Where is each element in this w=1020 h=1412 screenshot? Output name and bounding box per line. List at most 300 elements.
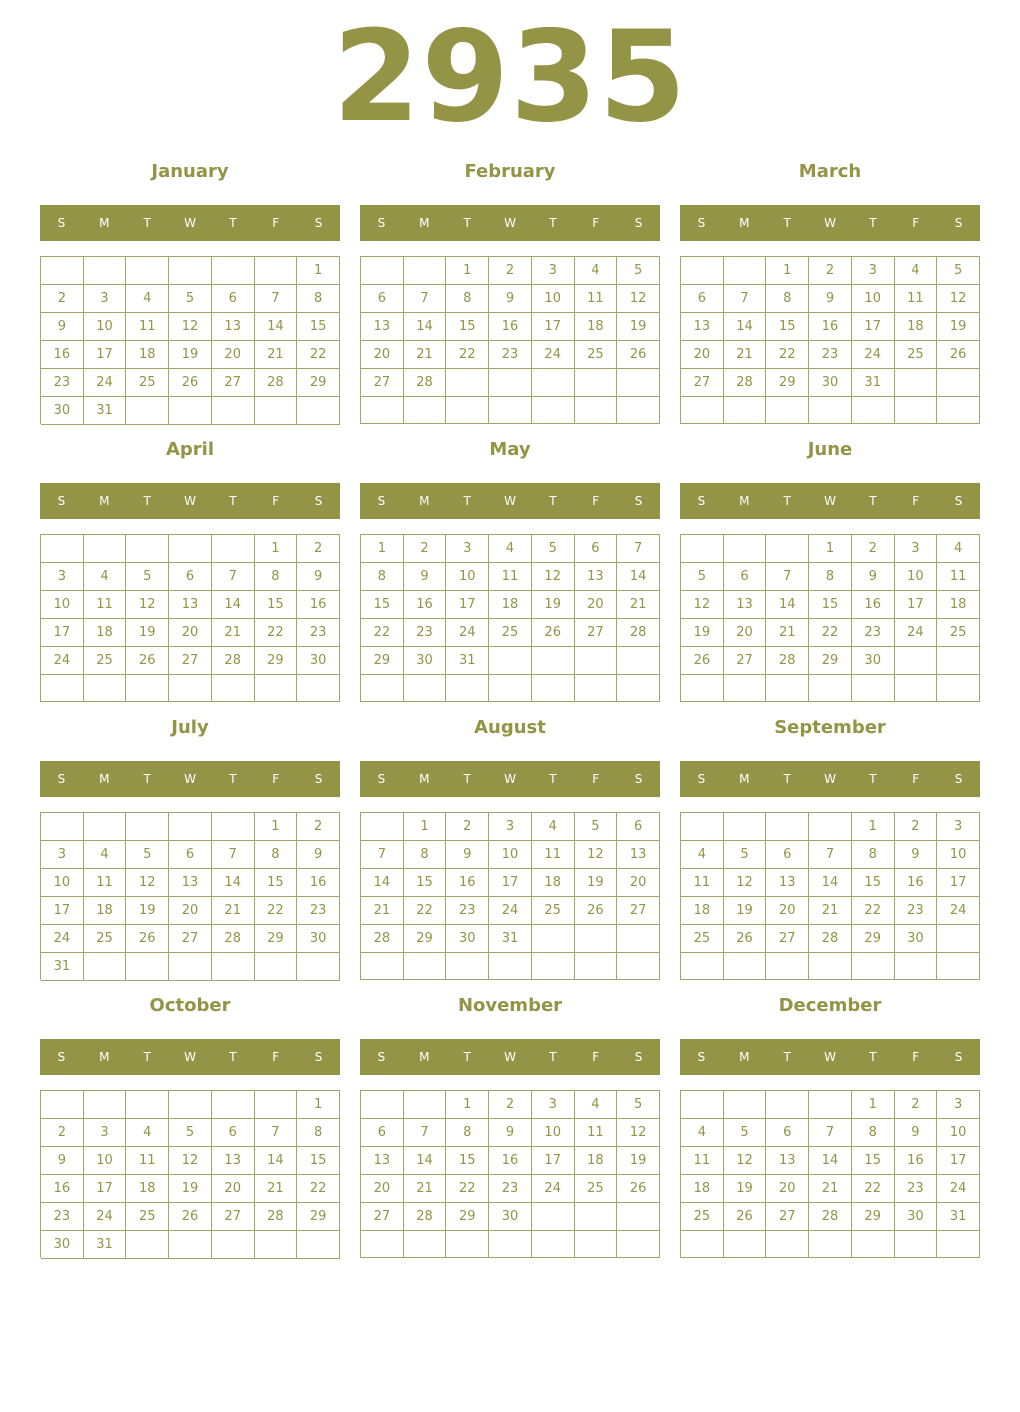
day-cell[interactable]: 16 [895,869,938,897]
day-cell[interactable]: 5 [617,1091,660,1119]
day-cell[interactable]: 19 [169,341,212,369]
day-cell[interactable]: 2 [895,813,938,841]
day-cell[interactable]: 30 [446,925,489,953]
day-cell[interactable]: 25 [84,647,127,675]
day-cell[interactable]: 9 [297,563,340,591]
day-cell[interactable]: 20 [766,897,809,925]
day-cell[interactable]: 27 [169,647,212,675]
day-cell[interactable]: 29 [297,1203,340,1231]
day-cell[interactable]: 21 [212,619,255,647]
day-cell[interactable]: 14 [404,313,447,341]
day-cell[interactable]: 25 [84,925,127,953]
day-cell[interactable]: 9 [41,1147,84,1175]
day-cell[interactable]: 17 [84,1175,127,1203]
day-cell[interactable]: 31 [937,1203,980,1231]
day-cell[interactable]: 26 [617,1175,660,1203]
day-cell[interactable]: 27 [212,1203,255,1231]
day-cell[interactable]: 5 [126,563,169,591]
day-cell[interactable]: 19 [169,1175,212,1203]
day-cell[interactable]: 25 [681,925,724,953]
day-cell[interactable]: 4 [575,257,618,285]
day-cell[interactable]: 21 [255,1175,298,1203]
day-cell[interactable]: 23 [297,619,340,647]
day-cell[interactable]: 9 [895,841,938,869]
day-cell[interactable]: 27 [361,369,404,397]
day-cell[interactable]: 8 [297,1119,340,1147]
day-cell[interactable]: 11 [126,1147,169,1175]
day-cell[interactable]: 28 [212,647,255,675]
day-cell[interactable]: 27 [766,925,809,953]
day-cell[interactable]: 24 [489,897,532,925]
day-cell[interactable]: 24 [532,341,575,369]
day-cell[interactable]: 2 [489,1091,532,1119]
day-cell[interactable]: 26 [126,925,169,953]
day-cell[interactable]: 14 [766,591,809,619]
day-cell[interactable]: 7 [404,285,447,313]
day-cell[interactable]: 5 [169,285,212,313]
day-cell[interactable]: 30 [41,1231,84,1259]
day-cell[interactable]: 24 [937,1175,980,1203]
day-cell[interactable]: 16 [297,869,340,897]
day-cell[interactable]: 17 [84,341,127,369]
day-cell[interactable]: 20 [169,619,212,647]
day-cell[interactable]: 24 [852,341,895,369]
day-cell[interactable]: 21 [766,619,809,647]
day-cell[interactable]: 14 [212,869,255,897]
day-cell[interactable]: 18 [126,1175,169,1203]
day-cell[interactable]: 13 [169,869,212,897]
day-cell[interactable]: 14 [617,563,660,591]
day-cell[interactable]: 23 [41,1203,84,1231]
day-cell[interactable]: 16 [489,313,532,341]
day-cell[interactable]: 1 [852,813,895,841]
day-cell[interactable]: 9 [41,313,84,341]
day-cell[interactable]: 26 [681,647,724,675]
day-cell[interactable]: 8 [852,841,895,869]
day-cell[interactable]: 4 [84,563,127,591]
day-cell[interactable]: 9 [404,563,447,591]
day-cell[interactable]: 22 [297,341,340,369]
day-cell[interactable]: 7 [361,841,404,869]
day-cell[interactable]: 30 [809,369,852,397]
day-cell[interactable]: 29 [766,369,809,397]
day-cell[interactable]: 24 [84,369,127,397]
day-cell[interactable]: 2 [297,535,340,563]
day-cell[interactable]: 26 [532,619,575,647]
day-cell[interactable]: 11 [575,285,618,313]
day-cell[interactable]: 19 [937,313,980,341]
day-cell[interactable]: 20 [724,619,767,647]
day-cell[interactable]: 12 [617,285,660,313]
day-cell[interactable]: 8 [297,285,340,313]
day-cell[interactable]: 3 [895,535,938,563]
day-cell[interactable]: 13 [575,563,618,591]
day-cell[interactable]: 1 [297,257,340,285]
day-cell[interactable]: 5 [532,535,575,563]
day-cell[interactable]: 1 [404,813,447,841]
day-cell[interactable]: 31 [489,925,532,953]
day-cell[interactable]: 29 [809,647,852,675]
day-cell[interactable]: 2 [489,257,532,285]
day-cell[interactable]: 25 [895,341,938,369]
day-cell[interactable]: 2 [809,257,852,285]
day-cell[interactable]: 5 [575,813,618,841]
day-cell[interactable]: 30 [895,1203,938,1231]
day-cell[interactable]: 3 [84,1119,127,1147]
day-cell[interactable]: 18 [681,897,724,925]
day-cell[interactable]: 25 [937,619,980,647]
day-cell[interactable]: 3 [41,563,84,591]
day-cell[interactable]: 26 [575,897,618,925]
day-cell[interactable]: 11 [532,841,575,869]
day-cell[interactable]: 15 [766,313,809,341]
day-cell[interactable]: 10 [41,591,84,619]
day-cell[interactable]: 10 [489,841,532,869]
day-cell[interactable]: 7 [724,285,767,313]
day-cell[interactable]: 5 [126,841,169,869]
day-cell[interactable]: 23 [895,897,938,925]
day-cell[interactable]: 29 [852,1203,895,1231]
day-cell[interactable]: 17 [532,1147,575,1175]
day-cell[interactable]: 22 [361,619,404,647]
day-cell[interactable]: 27 [724,647,767,675]
day-cell[interactable]: 1 [255,535,298,563]
day-cell[interactable]: 8 [852,1119,895,1147]
day-cell[interactable]: 3 [41,841,84,869]
day-cell[interactable]: 13 [169,591,212,619]
day-cell[interactable]: 18 [126,341,169,369]
day-cell[interactable]: 21 [255,341,298,369]
day-cell[interactable]: 11 [575,1119,618,1147]
day-cell[interactable]: 15 [255,869,298,897]
day-cell[interactable]: 30 [895,925,938,953]
day-cell[interactable]: 25 [126,1203,169,1231]
day-cell[interactable]: 28 [617,619,660,647]
day-cell[interactable]: 21 [212,897,255,925]
day-cell[interactable]: 10 [41,869,84,897]
day-cell[interactable]: 20 [212,1175,255,1203]
day-cell[interactable]: 3 [84,285,127,313]
day-cell[interactable]: 16 [297,591,340,619]
day-cell[interactable]: 28 [809,925,852,953]
day-cell[interactable]: 8 [361,563,404,591]
day-cell[interactable]: 4 [126,1119,169,1147]
day-cell[interactable]: 13 [766,1147,809,1175]
day-cell[interactable]: 10 [852,285,895,313]
day-cell[interactable]: 21 [724,341,767,369]
day-cell[interactable]: 2 [852,535,895,563]
day-cell[interactable]: 2 [297,813,340,841]
day-cell[interactable]: 23 [489,341,532,369]
day-cell[interactable]: 1 [852,1091,895,1119]
day-cell[interactable]: 1 [446,1091,489,1119]
day-cell[interactable]: 26 [126,647,169,675]
day-cell[interactable]: 30 [489,1203,532,1231]
day-cell[interactable]: 23 [809,341,852,369]
day-cell[interactable]: 17 [41,897,84,925]
day-cell[interactable]: 1 [809,535,852,563]
day-cell[interactable]: 19 [126,897,169,925]
day-cell[interactable]: 13 [766,869,809,897]
day-cell[interactable]: 12 [617,1119,660,1147]
day-cell[interactable]: 11 [681,1147,724,1175]
day-cell[interactable]: 31 [84,1231,127,1259]
day-cell[interactable]: 19 [126,619,169,647]
day-cell[interactable]: 16 [446,869,489,897]
day-cell[interactable]: 29 [404,925,447,953]
day-cell[interactable]: 6 [169,563,212,591]
day-cell[interactable]: 13 [212,1147,255,1175]
day-cell[interactable]: 20 [681,341,724,369]
day-cell[interactable]: 22 [255,619,298,647]
day-cell[interactable]: 20 [212,341,255,369]
day-cell[interactable]: 3 [937,813,980,841]
day-cell[interactable]: 17 [489,869,532,897]
day-cell[interactable]: 9 [489,285,532,313]
day-cell[interactable]: 29 [297,369,340,397]
day-cell[interactable]: 19 [724,897,767,925]
day-cell[interactable]: 14 [809,1147,852,1175]
day-cell[interactable]: 30 [404,647,447,675]
day-cell[interactable]: 12 [724,869,767,897]
day-cell[interactable]: 24 [41,647,84,675]
day-cell[interactable]: 3 [532,1091,575,1119]
day-cell[interactable]: 1 [255,813,298,841]
day-cell[interactable]: 3 [852,257,895,285]
day-cell[interactable]: 5 [617,257,660,285]
day-cell[interactable]: 5 [724,1119,767,1147]
day-cell[interactable]: 23 [297,897,340,925]
day-cell[interactable]: 15 [361,591,404,619]
day-cell[interactable]: 8 [255,841,298,869]
day-cell[interactable]: 7 [617,535,660,563]
day-cell[interactable]: 10 [937,841,980,869]
day-cell[interactable]: 24 [41,925,84,953]
day-cell[interactable]: 18 [532,869,575,897]
day-cell[interactable]: 15 [852,1147,895,1175]
day-cell[interactable]: 19 [724,1175,767,1203]
day-cell[interactable]: 17 [41,619,84,647]
day-cell[interactable]: 10 [532,285,575,313]
day-cell[interactable]: 16 [41,341,84,369]
day-cell[interactable]: 18 [895,313,938,341]
day-cell[interactable]: 7 [255,285,298,313]
day-cell[interactable]: 15 [446,313,489,341]
day-cell[interactable]: 22 [766,341,809,369]
day-cell[interactable]: 10 [84,1147,127,1175]
day-cell[interactable]: 6 [681,285,724,313]
day-cell[interactable]: 12 [681,591,724,619]
day-cell[interactable]: 11 [84,591,127,619]
day-cell[interactable]: 27 [212,369,255,397]
day-cell[interactable]: 17 [937,869,980,897]
day-cell[interactable]: 21 [361,897,404,925]
day-cell[interactable]: 9 [895,1119,938,1147]
day-cell[interactable]: 11 [84,869,127,897]
day-cell[interactable]: 22 [852,1175,895,1203]
day-cell[interactable]: 12 [126,869,169,897]
day-cell[interactable]: 4 [895,257,938,285]
day-cell[interactable]: 24 [937,897,980,925]
day-cell[interactable]: 19 [532,591,575,619]
day-cell[interactable]: 11 [489,563,532,591]
day-cell[interactable]: 31 [852,369,895,397]
day-cell[interactable]: 10 [895,563,938,591]
day-cell[interactable]: 18 [575,1147,618,1175]
day-cell[interactable]: 2 [404,535,447,563]
day-cell[interactable]: 22 [446,341,489,369]
day-cell[interactable]: 29 [255,647,298,675]
day-cell[interactable]: 30 [852,647,895,675]
day-cell[interactable]: 27 [766,1203,809,1231]
day-cell[interactable]: 4 [84,841,127,869]
day-cell[interactable]: 3 [532,257,575,285]
day-cell[interactable]: 26 [169,1203,212,1231]
day-cell[interactable]: 6 [212,1119,255,1147]
day-cell[interactable]: 30 [297,925,340,953]
day-cell[interactable]: 29 [255,925,298,953]
day-cell[interactable]: 28 [809,1203,852,1231]
day-cell[interactable]: 2 [895,1091,938,1119]
day-cell[interactable]: 6 [766,1119,809,1147]
day-cell[interactable]: 13 [681,313,724,341]
day-cell[interactable]: 16 [41,1175,84,1203]
day-cell[interactable]: 20 [575,591,618,619]
day-cell[interactable]: 18 [937,591,980,619]
day-cell[interactable]: 12 [575,841,618,869]
day-cell[interactable]: 9 [489,1119,532,1147]
day-cell[interactable]: 31 [84,397,127,425]
day-cell[interactable]: 20 [361,341,404,369]
day-cell[interactable]: 28 [255,369,298,397]
day-cell[interactable]: 15 [809,591,852,619]
day-cell[interactable]: 13 [617,841,660,869]
day-cell[interactable]: 6 [361,285,404,313]
day-cell[interactable]: 3 [937,1091,980,1119]
day-cell[interactable]: 21 [617,591,660,619]
day-cell[interactable]: 14 [255,1147,298,1175]
day-cell[interactable]: 26 [617,341,660,369]
day-cell[interactable]: 21 [809,1175,852,1203]
day-cell[interactable]: 22 [297,1175,340,1203]
day-cell[interactable]: 29 [446,1203,489,1231]
day-cell[interactable]: 4 [681,1119,724,1147]
day-cell[interactable]: 20 [169,897,212,925]
day-cell[interactable]: 25 [489,619,532,647]
day-cell[interactable]: 20 [617,869,660,897]
day-cell[interactable]: 22 [404,897,447,925]
day-cell[interactable]: 27 [617,897,660,925]
day-cell[interactable]: 29 [852,925,895,953]
day-cell[interactable]: 5 [724,841,767,869]
day-cell[interactable]: 18 [489,591,532,619]
day-cell[interactable]: 12 [169,313,212,341]
day-cell[interactable]: 29 [361,647,404,675]
day-cell[interactable]: 19 [681,619,724,647]
day-cell[interactable]: 18 [84,897,127,925]
day-cell[interactable]: 9 [297,841,340,869]
day-cell[interactable]: 13 [361,1147,404,1175]
day-cell[interactable]: 12 [169,1147,212,1175]
day-cell[interactable]: 30 [41,397,84,425]
day-cell[interactable]: 18 [84,619,127,647]
day-cell[interactable]: 10 [446,563,489,591]
day-cell[interactable]: 19 [575,869,618,897]
day-cell[interactable]: 12 [724,1147,767,1175]
day-cell[interactable]: 2 [446,813,489,841]
day-cell[interactable]: 26 [724,1203,767,1231]
day-cell[interactable]: 25 [575,341,618,369]
day-cell[interactable]: 22 [809,619,852,647]
day-cell[interactable]: 26 [937,341,980,369]
day-cell[interactable]: 28 [361,925,404,953]
day-cell[interactable]: 15 [297,313,340,341]
day-cell[interactable]: 23 [41,369,84,397]
day-cell[interactable]: 4 [489,535,532,563]
day-cell[interactable]: 11 [681,869,724,897]
day-cell[interactable]: 1 [361,535,404,563]
day-cell[interactable]: 25 [575,1175,618,1203]
day-cell[interactable]: 15 [297,1147,340,1175]
day-cell[interactable]: 7 [255,1119,298,1147]
day-cell[interactable]: 2 [41,285,84,313]
day-cell[interactable]: 14 [404,1147,447,1175]
day-cell[interactable]: 21 [404,341,447,369]
day-cell[interactable]: 31 [41,953,84,981]
day-cell[interactable]: 15 [255,591,298,619]
day-cell[interactable]: 2 [41,1119,84,1147]
day-cell[interactable]: 26 [169,369,212,397]
day-cell[interactable]: 16 [852,591,895,619]
day-cell[interactable]: 27 [575,619,618,647]
day-cell[interactable]: 28 [212,925,255,953]
day-cell[interactable]: 20 [361,1175,404,1203]
day-cell[interactable]: 5 [937,257,980,285]
day-cell[interactable]: 5 [681,563,724,591]
day-cell[interactable]: 14 [809,869,852,897]
day-cell[interactable]: 13 [361,313,404,341]
day-cell[interactable]: 12 [532,563,575,591]
day-cell[interactable]: 13 [724,591,767,619]
day-cell[interactable]: 15 [404,869,447,897]
day-cell[interactable]: 6 [724,563,767,591]
day-cell[interactable]: 25 [681,1203,724,1231]
day-cell[interactable]: 6 [766,841,809,869]
day-cell[interactable]: 6 [617,813,660,841]
day-cell[interactable]: 28 [404,369,447,397]
day-cell[interactable]: 14 [255,313,298,341]
day-cell[interactable]: 28 [724,369,767,397]
day-cell[interactable]: 22 [446,1175,489,1203]
day-cell[interactable]: 25 [532,897,575,925]
day-cell[interactable]: 24 [84,1203,127,1231]
day-cell[interactable]: 6 [361,1119,404,1147]
day-cell[interactable]: 13 [212,313,255,341]
day-cell[interactable]: 8 [809,563,852,591]
day-cell[interactable]: 17 [446,591,489,619]
day-cell[interactable]: 17 [937,1147,980,1175]
day-cell[interactable]: 18 [575,313,618,341]
day-cell[interactable]: 7 [766,563,809,591]
day-cell[interactable]: 27 [169,925,212,953]
day-cell[interactable]: 10 [937,1119,980,1147]
day-cell[interactable]: 27 [361,1203,404,1231]
day-cell[interactable]: 5 [169,1119,212,1147]
day-cell[interactable]: 10 [84,313,127,341]
day-cell[interactable]: 27 [681,369,724,397]
day-cell[interactable]: 14 [724,313,767,341]
day-cell[interactable]: 10 [532,1119,575,1147]
